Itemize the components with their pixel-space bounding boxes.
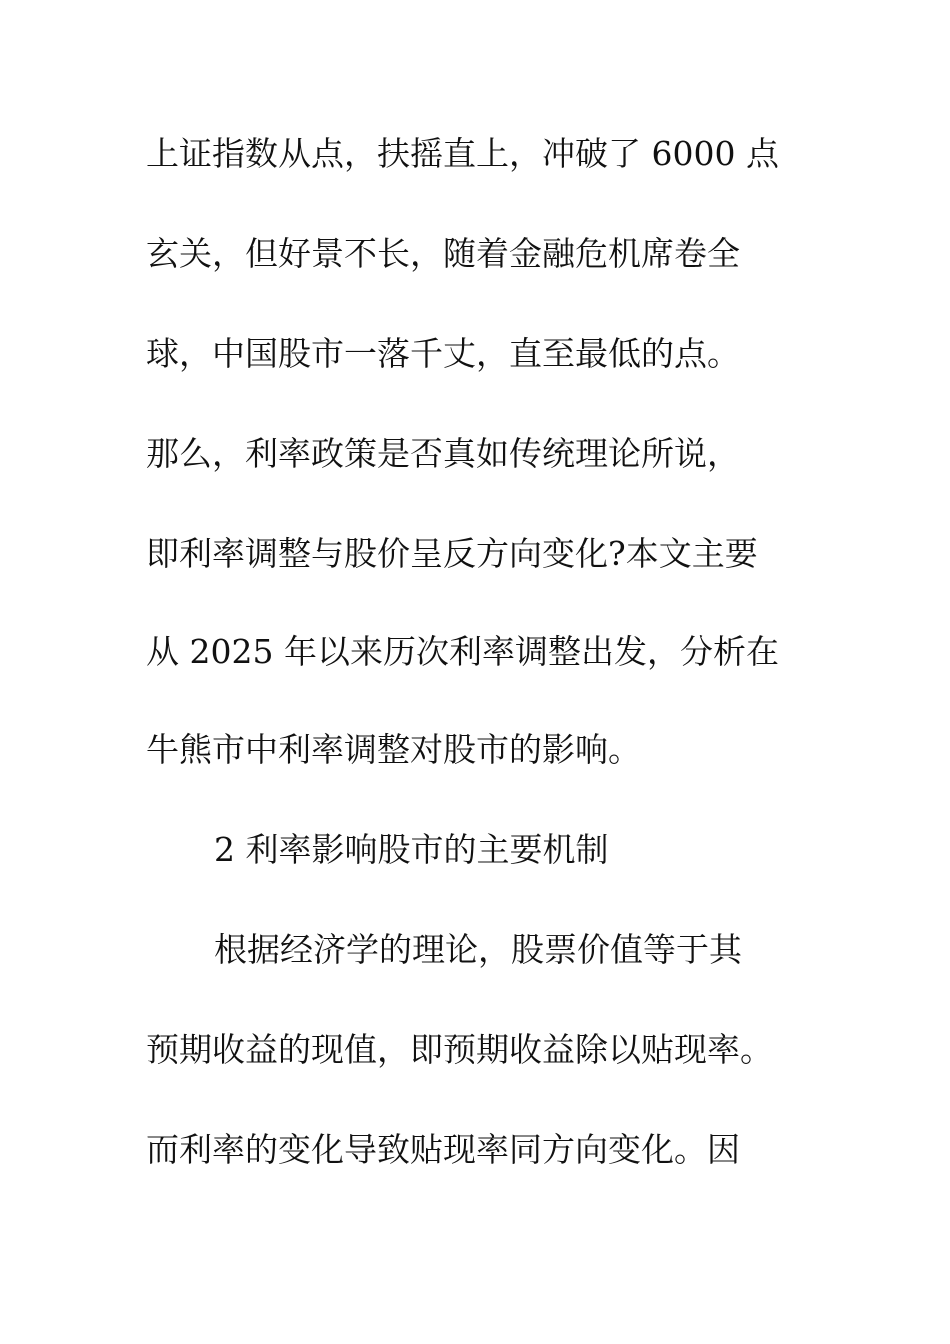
body-text-line: 玄关，但好景不长，随着金融危机席卷全 [146, 234, 740, 273]
section-paragraph-line: 预期收益的现值，即预期收益除以贴现率。 [146, 1030, 773, 1069]
body-text-line: 球，中国股市一落千丈，直至最低的点。 [146, 334, 740, 373]
body-text-line: 即利率调整与股价呈反方向变化?本文主要 [146, 534, 758, 573]
body-text-line: 上证指数从点，扶摇直上，冲破了 6000 点 [146, 134, 779, 173]
section-heading: 2 利率影响股市的主要机制 [214, 830, 609, 869]
section-paragraph-line: 根据经济学的理论，股票价值等于其 [214, 930, 742, 969]
body-text-line: 牛熊市中利率调整对股市的影响。 [146, 730, 641, 769]
body-text-line: 那么，利率政策是否真如传统理论所说， [146, 434, 740, 473]
body-text-line: 从 2025 年以来历次利率调整出发，分析在 [146, 632, 779, 671]
section-paragraph-line: 而利率的变化导致贴现率同方向变化。因 [146, 1130, 740, 1169]
